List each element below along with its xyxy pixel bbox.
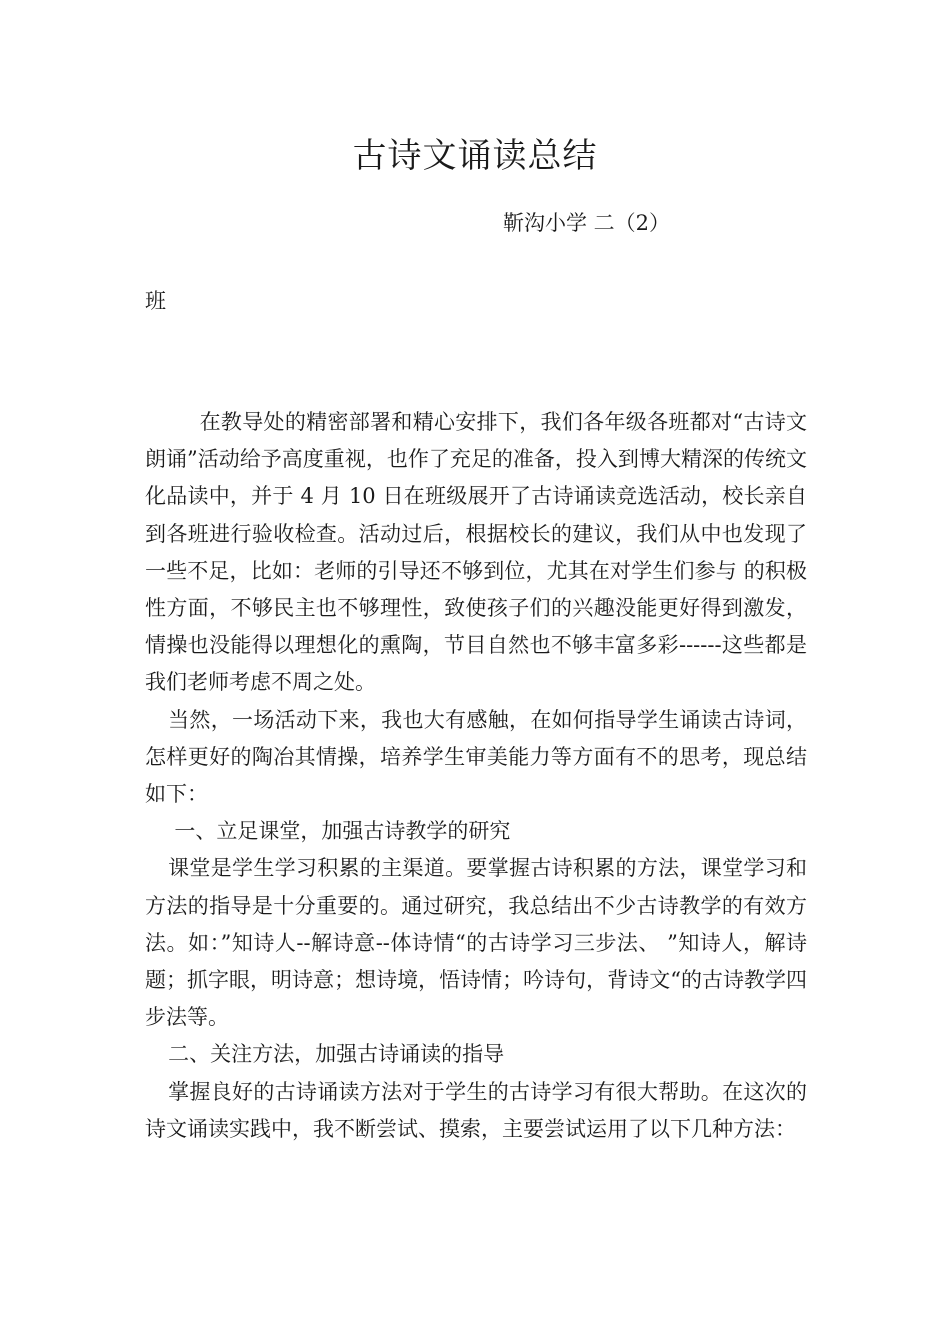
- paragraph-intro: 在教导处的精密部署和精心安排下，我们各年级各班都对“古诗文朗诵”活动给予高度重视，也作了充足的准备，投入到博大精深的传统文化品读中，并于 4 月 10 日在班级展开了古诗诵读竞选活动，校长亲自到各班进行验收检查。活动过后，根据校长的建议，我们从中也发现了一些不足，比如：老师的引导还不够到位，尤其在对学生们参与 的积极性方面，不够民主也不够理性，致使孩子们的兴趣没能更好得到激发，情操也没能得以理想化的熏陶，节目自然也不够丰富多彩------这些都是我们老师考虑不周之处。: [145, 410, 807, 695]
- document-body: [145, 404, 807, 1148]
- document-title: 古诗文诵读总结: [352, 136, 598, 176]
- author-byline: 靳沟小学 二（2）: [503, 211, 671, 235]
- section-heading-2: 二、关注方法，加强古诗诵读的指导: [168, 1042, 505, 1067]
- paragraph-reflection: 当然，一场活动下来，我也大有感触，在如何指导学生诵读古诗词，怎样更好的陶冶其情操，培养学生审美能力等方面有不的思考，现总结如下：: [145, 707, 807, 807]
- author-byline-continuation: 班: [145, 289, 166, 313]
- section-heading-1: 一、立足课堂，加强古诗教学的研究: [174, 819, 511, 844]
- paragraph-section-1: 课堂是学生学习积累的主渠道。要掌握古诗积累的方法，课堂学习和方法的指导是十分重要的。通过研究，我总结出不少古诗教学的有效方法。如：”知诗人--解诗意--体诗情“的古诗学习三步法、 ”知诗人，解诗题；抓字眼，明诗意；想诗境，悟诗情；吟诗句，背诗文“的古诗教学四步法等。: [145, 856, 807, 1030]
- paragraph-section-2: 掌握良好的古诗诵读方法对于学生的古诗学习有很大帮助。在这次的诗文诵读实践中，我不断尝试、摸索，主要尝试运用了以下几种方法：: [145, 1079, 807, 1141]
